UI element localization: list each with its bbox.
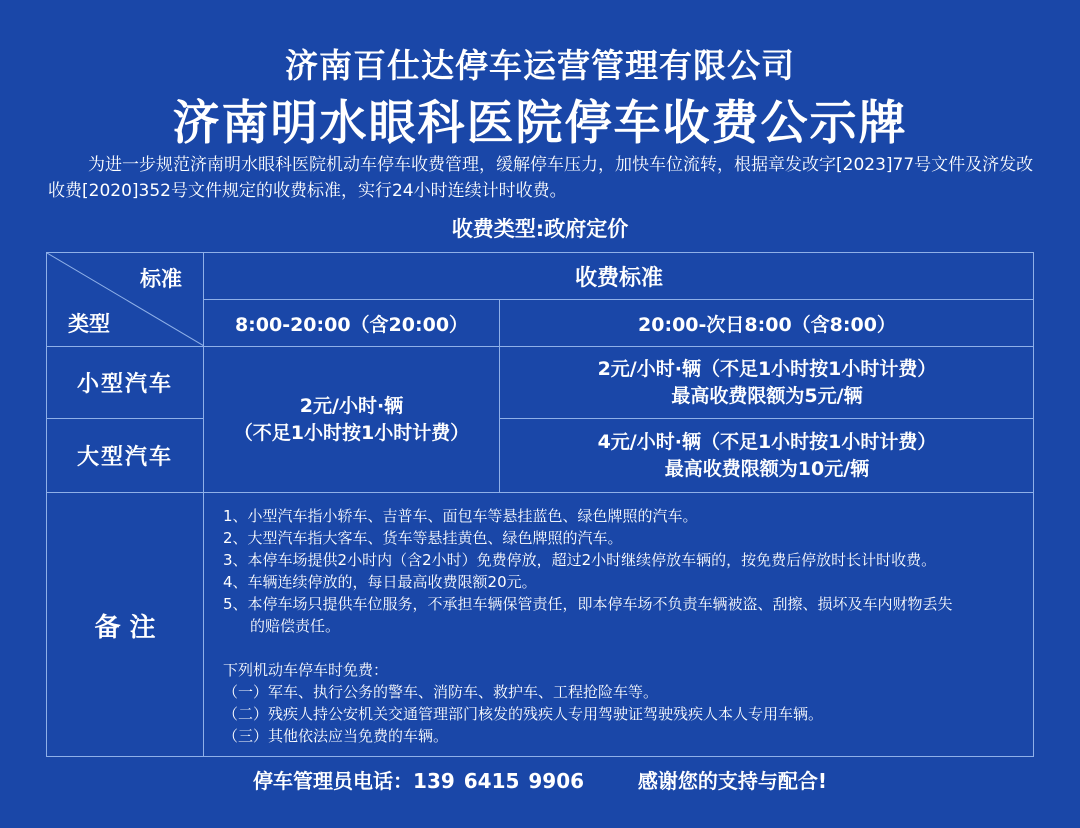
phone-label: 停车管理员电话： xyxy=(253,769,414,793)
row-small-car: 小型汽车 xyxy=(76,372,173,397)
remarks-label: 备 注 xyxy=(94,612,156,643)
free-item: （三）其他依法应当免费的车辆。 xyxy=(223,727,449,745)
fee-type: 收费类型:政府定价 xyxy=(451,217,629,241)
page-title: 济南明水眼科医院停车收费公示牌 xyxy=(172,96,908,151)
daytime-fee-line2: （不足1小时按1小时计费） xyxy=(233,421,470,444)
daytime-fee-line1: 2元/小时·辆 xyxy=(299,394,404,417)
company-name: 济南百仕达停车运营管理有限公司 xyxy=(285,46,795,85)
daytime-fee xyxy=(204,347,499,492)
remark-item: 5、本停车场只提供车位服务，不承担车辆保管责任，即本停车场不负责车辆被盗、刮擦、损坏及车内财物丢失 xyxy=(223,595,953,613)
intro-paragraph: 为进一步规范济南明水眼科医院机动车停车收费管理，缓解停车压力，加快车位流转，根据章发改字[2023]77号文件及济发改收费[2020]352号文件规定的收费标准，实行24小时连续计时收费。 xyxy=(48,155,1034,201)
remark-item: 2、大型汽车指大客车、货车等悬挂黄色、绿色牌照的汽车。 xyxy=(223,529,623,547)
large-night-line1: 4元/小时·辆（不足1小时按1小时计费） xyxy=(597,430,937,453)
footer xyxy=(0,765,1080,794)
row-large-car: 大型汽车 xyxy=(76,445,173,470)
header-night: 20:00-次日8:00（含8:00） xyxy=(638,313,896,336)
phone-number: 139 6415 9906 xyxy=(413,769,585,793)
corner-label-standard: 标准 xyxy=(140,267,182,291)
free-title: 下列机动车停车时免费： xyxy=(223,661,389,679)
remark-item-cont: 的赔偿责任。 xyxy=(250,617,341,635)
free-item: （一）军车、执行公务的警车、消防车、救护车、工程抢险车等。 xyxy=(223,683,659,701)
remark-item: 4、车辆连续停放的，每日最高收费限额20元。 xyxy=(223,573,537,591)
large-night-line2: 最高收费限额为10元/辆 xyxy=(664,457,870,480)
free-item: （二）残疾人持公安机关交通管理部门核发的残疾人专用驾驶证驾驶残疾人本人专用车辆。 xyxy=(223,705,824,723)
thanks-text: 感谢您的支持与配合! xyxy=(637,769,827,793)
remarks-spacer xyxy=(223,637,1023,659)
corner-label-type: 类型 xyxy=(68,312,110,336)
remarks-content xyxy=(223,505,1023,747)
header-fee-standard: 收费标准 xyxy=(574,265,663,291)
large-car-night-fee xyxy=(500,419,1034,492)
small-night-line1: 2元/小时·辆（不足1小时按1小时计费） xyxy=(597,357,937,380)
header-daytime: 8:00-20:00（含20:00） xyxy=(234,313,469,336)
remark-item: 1、小型汽车指小轿车、吉普车、面包车等悬挂蓝色、绿色牌照的汽车。 xyxy=(223,507,698,525)
small-night-line2: 最高收费限额为5元/辆 xyxy=(671,384,863,407)
small-car-night-fee xyxy=(500,347,1034,418)
remark-item: 3、本停车场提供2小时内（含2小时）免费停放，超过2小时继续停放车辆的，按免费后停放时长计时收费。 xyxy=(223,551,937,569)
